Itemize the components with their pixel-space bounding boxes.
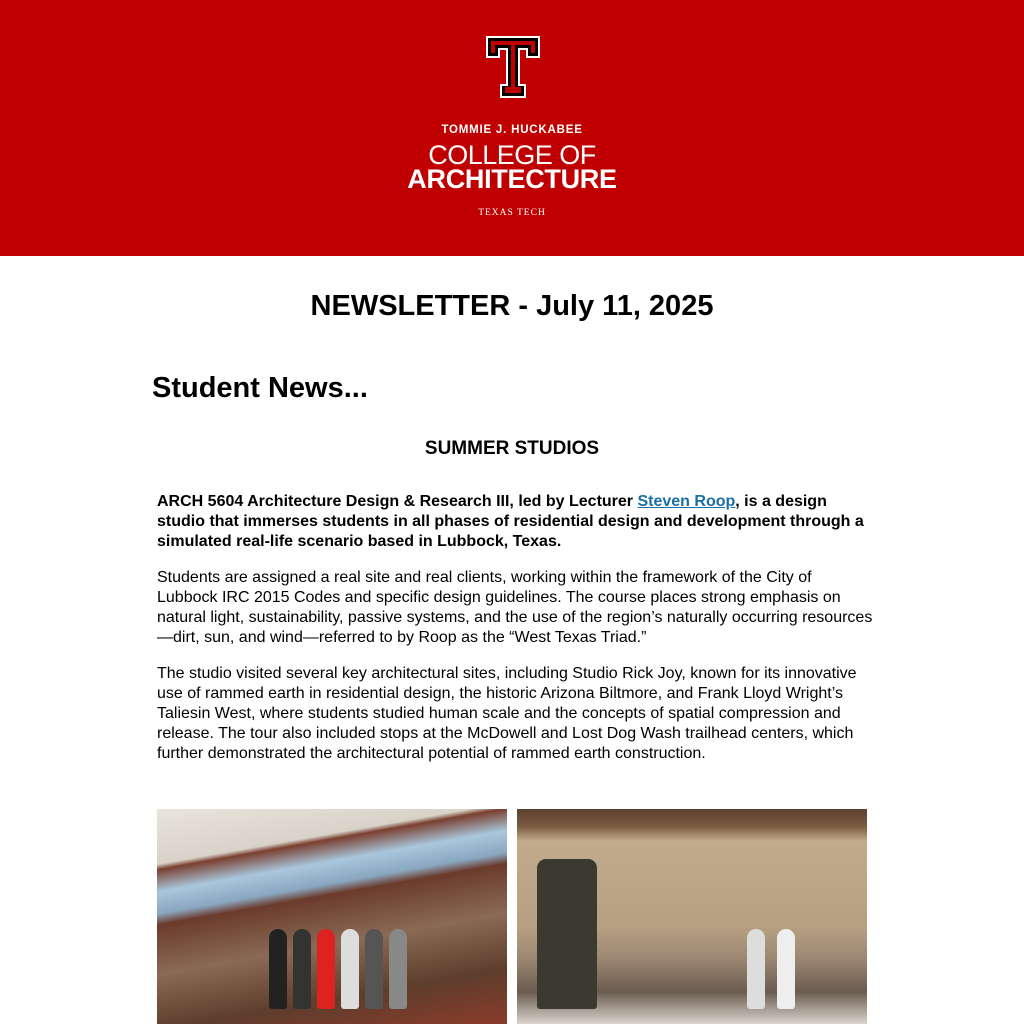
photo-studio-interior [517, 809, 867, 1024]
texas-tech-double-t-logo [485, 35, 541, 99]
header-banner [0, 0, 1024, 256]
college-name-line1: TOMMIE J. HUCKABEE [441, 124, 583, 136]
article-body [157, 492, 873, 780]
university-name: TEXAS TECH [478, 208, 546, 218]
photo-taliesin-west-group [157, 809, 507, 1024]
section-title: Student News... [152, 372, 368, 404]
college-name-line3: ARCHITECTURE [407, 164, 617, 194]
article-intro [157, 492, 873, 552]
newsletter-title: NEWSLETTER - July 11, 2025 [310, 290, 714, 322]
article-heading: SUMMER STUDIOS [424, 438, 600, 459]
intro-text: ARCH 5604 Architecture Design & Research III, led by Lecturer [157, 493, 638, 510]
article-paragraph: Students are assigned a real site and real clients, working within the framework of the City of Lubbock IRC 2015 Codes and specific design guidelines. The course places strong emphasis on natural light, sustainability, passive systems, and the use of the region’s naturally occurring resources—dirt, sun, and wind—referred to by Roop as the “West Texas Triad.” [157, 569, 873, 646]
steven-roop-link[interactable]: Steven Roop [637, 493, 736, 510]
intro-text-end: , is a design studio that immerses students in all phases of residential design and development through a simulated real-life scenario based in Lubbock, Texas. [157, 493, 864, 550]
college-name-line2: COLLEGE OF [428, 140, 596, 170]
article-paragraph: The studio visited several key architectural sites, including Studio Rick Joy, known for its innovative use of rammed earth in residential design, the historic Arizona Biltmore, and Frank Lloyd Wright’s Taliesin West, where students studied human scale and the concepts of spatial compression and release. The tour also included stops at the McDowell and Lost Dog Wash trailhead centers, which further demonstrated the architectural potential of rammed earth construction. [157, 665, 857, 762]
